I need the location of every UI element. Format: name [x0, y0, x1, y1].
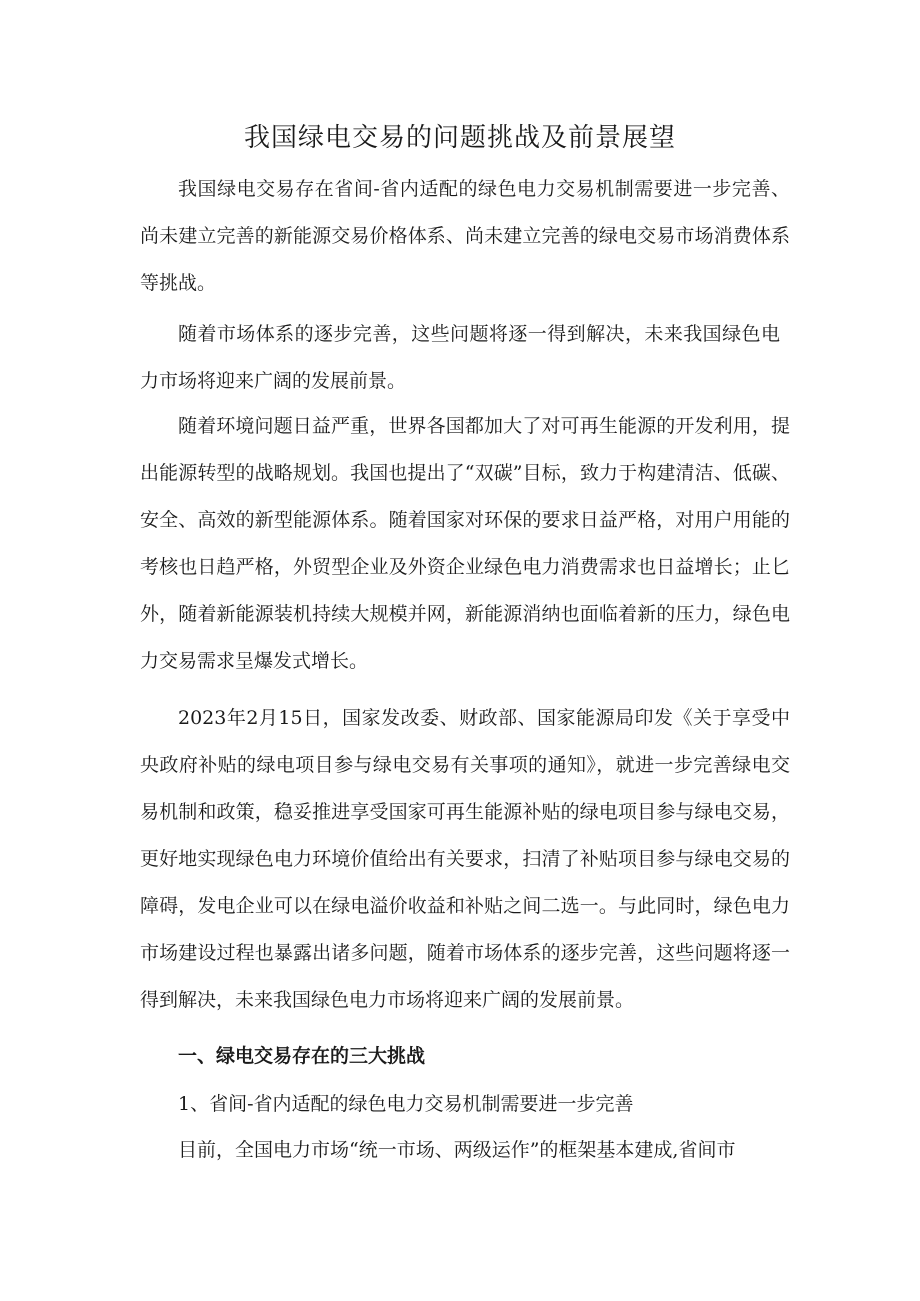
subsection-heading: 1、省间-省内适配的绿色电力交易机制需要进一步完善	[178, 1093, 634, 1115]
paragraph-background: 随着环境问题日益严重，世界各国都加大了对可再生能源的开发利用，提出能源转型的战略规划。我国也提出了“双碳”目标，致力于构建清洁、低碳、安全、高效的新型能源体系。随着国家对环保的要求日益严格，对用户用能的考核也日趋严格，外贸型企业及外资企业绿色电力消费需求也日益增长；止匕外，随着新能源装机持续大规模并网，新能源消纳也面临着新的压力，绿色电力交易需求呈爆发式增长。	[140, 415, 790, 672]
paragraph-market-framework: 目前，全国电力市场“统一市场、两级运作”的框架基本建成,省间市	[178, 1139, 736, 1161]
paragraph-policy-notice: 2023年2月15日，国家发改委、财政部、国家能源局印发《关于享受中央政府补贴的绿电项目参与绿电交易有关事项的通知》，就进一步完善绿电交易机制和政策，稳妥推进享受国家可再生能源补贴的绿电项目参与绿电交易，更好地实现绿色电力环境价值给出有关要求，扫清了补贴项目参与绿电交易的障碍，发电企业可以在绿电溢价收益和补贴之间二选一。与此同时，绿色电力市场建设过程也暴露出诸多问题，随着市场体系的逐步完善，这些问题将逐一得到解决，未来我国绿色电力市场将迎来广阔的发展前景。	[140, 707, 790, 1011]
document-title: 我国绿电交易的问题挑战及前景展望	[243, 123, 676, 153]
paragraph-challenges-summary: 我国绿电交易存在省间-省内适配的绿色电力交易机制需要进一步完善、尚未建立完善的新能源交易价格体系、尚未建立完善的绿电交易市场消费体系等挑战。	[140, 178, 790, 294]
section-heading: 一、绿电交易存在的三大挑战	[178, 1045, 426, 1067]
paragraph-outlook-summary: 随着市场体系的逐步完善，这些问题将逐一得到解决，未来我国绿色电力市场将迎来广阔的发展前景。	[140, 323, 780, 392]
